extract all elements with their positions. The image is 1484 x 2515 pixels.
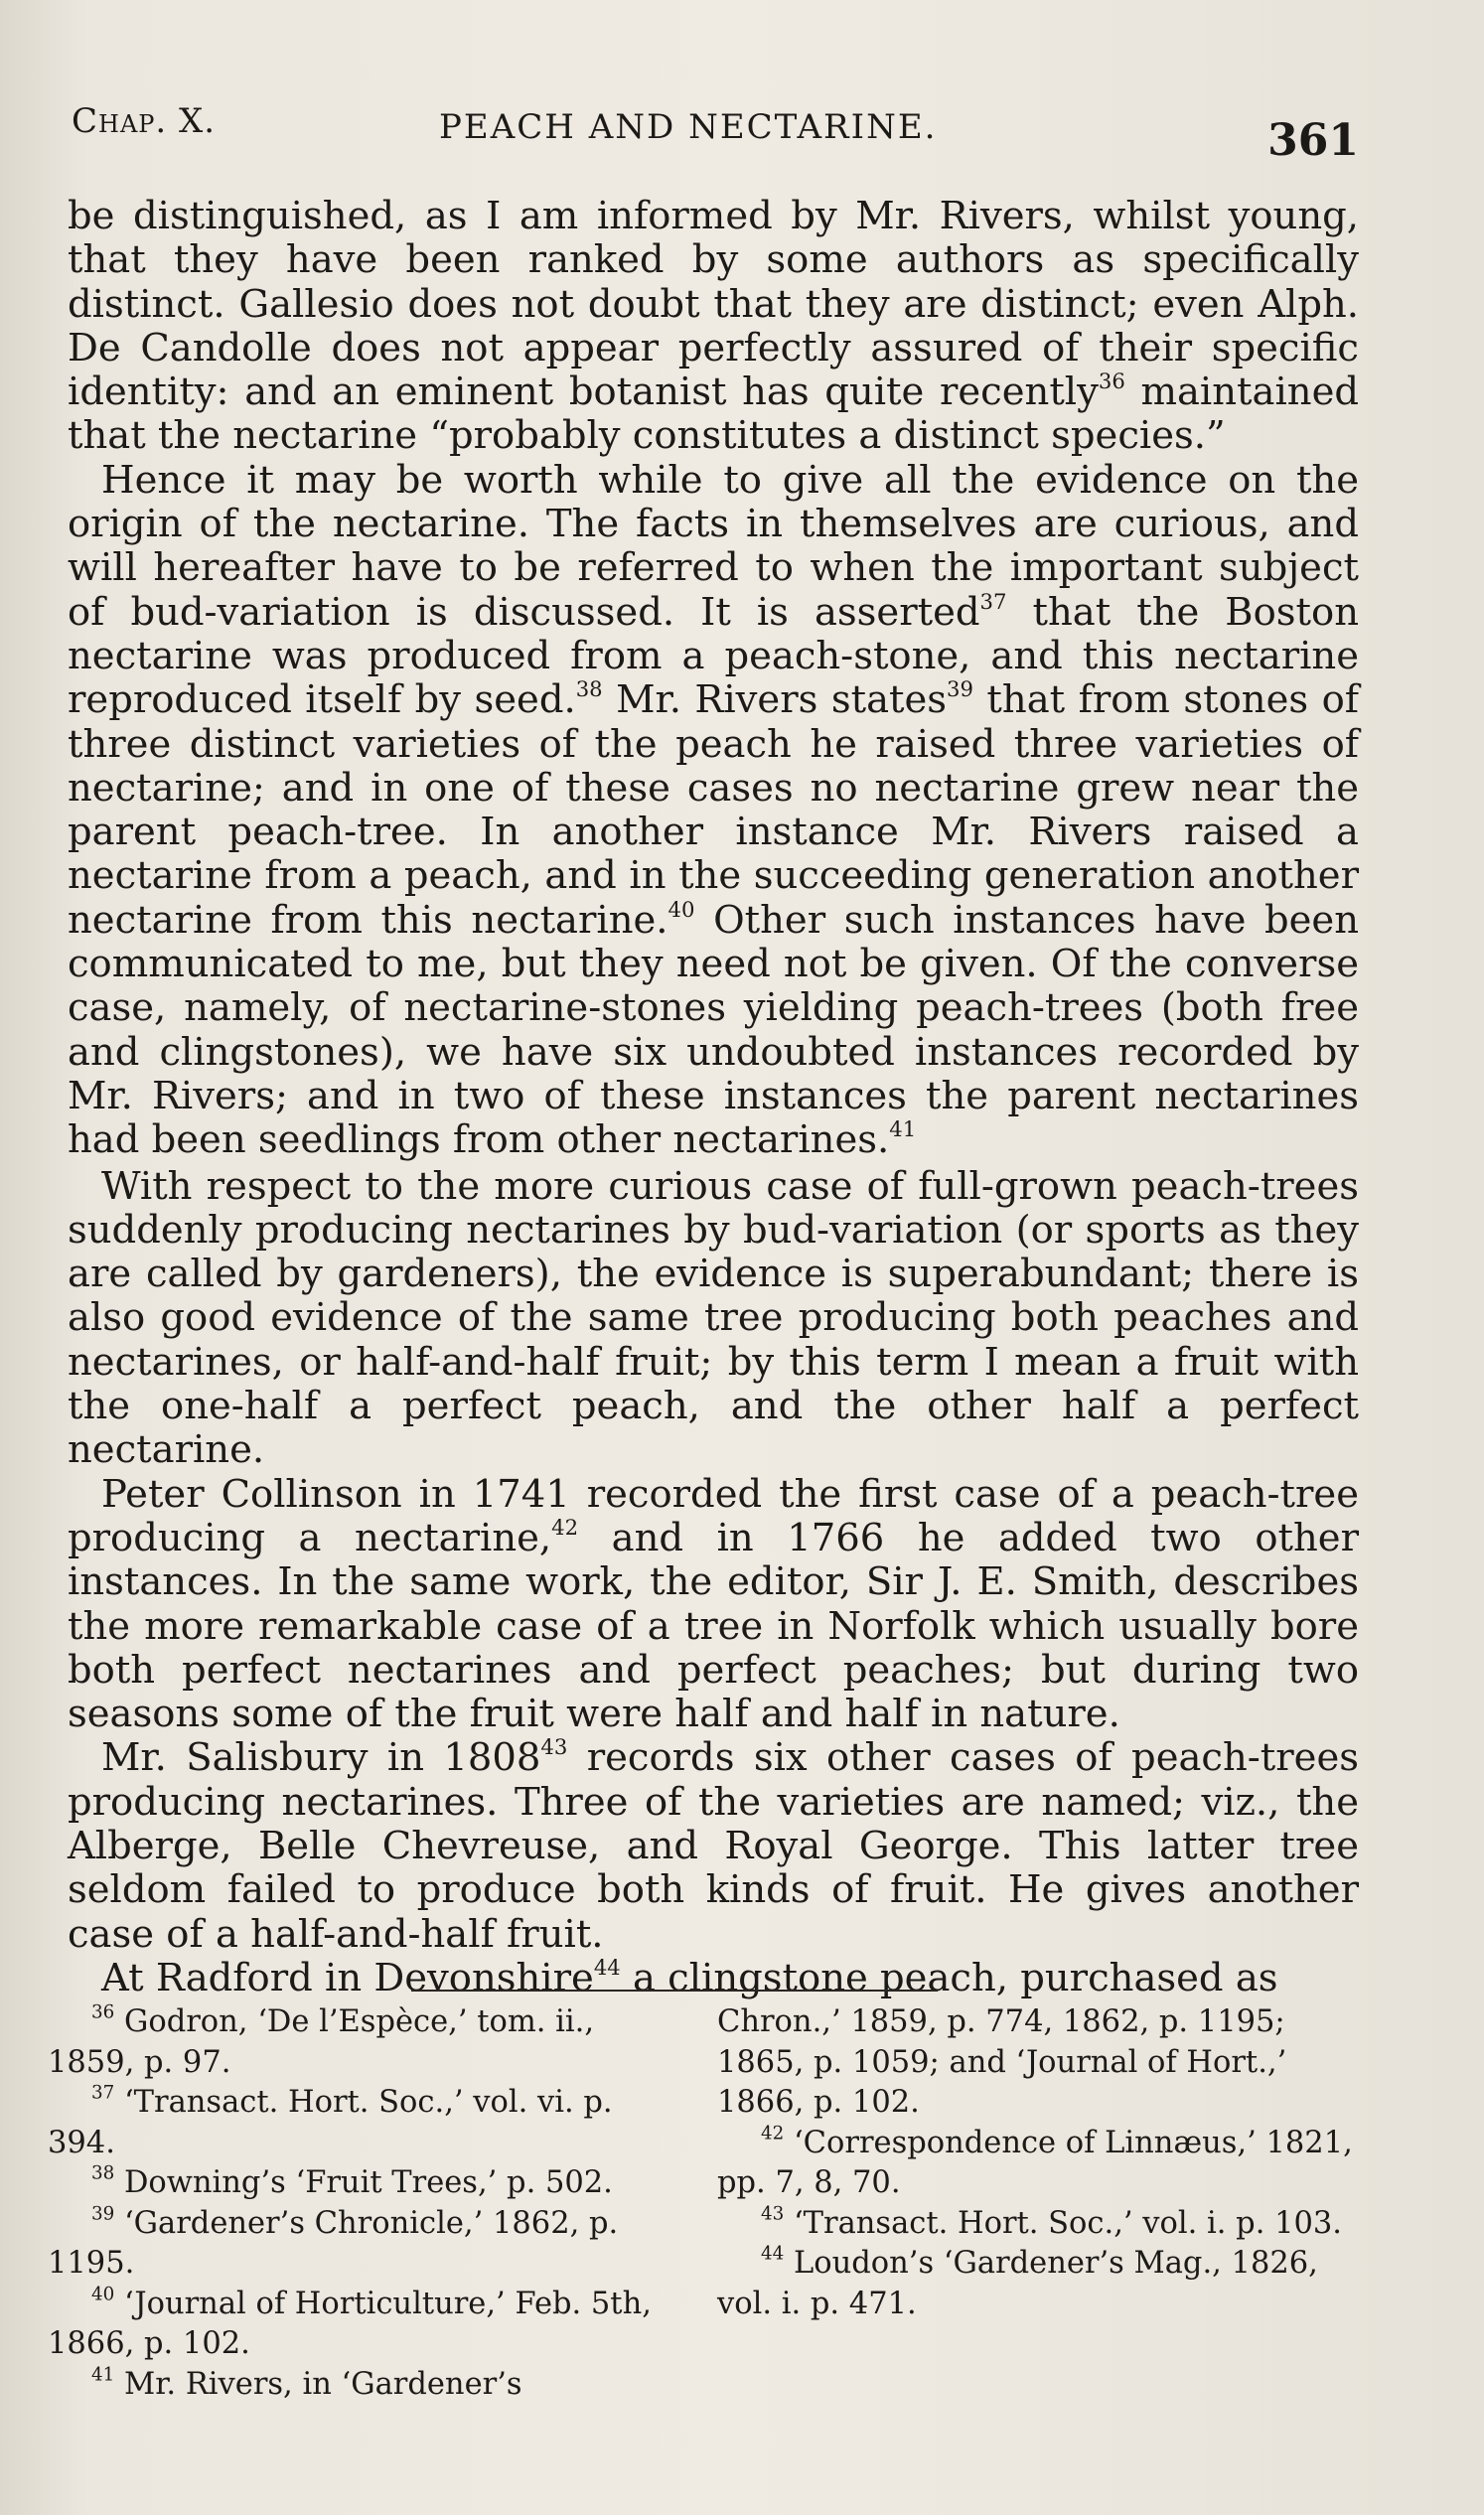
footnote-reference: 38 — [575, 676, 603, 702]
paragraph-text: Peter Collinson in 1741 recorded the first case of a peach-tree producing a nectarine, — [68, 1471, 1359, 1560]
paragraph-text: that the Boston nectarine was produced from a peach-stone, and this nectarine reproduced itself by seed. — [68, 589, 1359, 723]
footnote-text: Downing’s ‘Fruit Trees,’ p. 502. — [123, 2165, 613, 2200]
footnote-number: 41 — [91, 2363, 115, 2385]
footnote — [48, 2204, 660, 2285]
paragraph-text: records six other cases of peach-trees producing nectarines. Three of the varieties are named; viz., the Alberge, Belle Chevreuse, and Royal George. This latter tree seldom failed to produce both kinds of fruit. He gives another case of a half-and-half fruit. — [68, 1735, 1360, 1957]
footnote — [717, 2124, 1353, 2204]
chapter-label: Chap. X. — [72, 101, 217, 141]
footnote-text: Godron, ‘De l’Espèce,’ tom. ii., 1859, p. 97. — [48, 2004, 595, 2080]
paragraph-text: be distinguished, as I am informed by Mr. Rivers, whilst young, that they have been ranked by some authors as specifically distinct. Gallesio does not doubt that they are distinct; even Alph. De Candolle does not appear perfectly assured of their specific identity: and an eminent botanist has quite recently — [68, 194, 1359, 415]
footnote — [48, 2163, 660, 2204]
paragraph — [68, 195, 1359, 459]
footnote-text: ‘Gardener’s Chronicle,’ 1862, p. 1195. — [48, 2205, 619, 2281]
footnote-reference: 43 — [540, 1734, 568, 1760]
running-header — [72, 95, 1359, 175]
paragraph-text: Hence it may be worth while to give all the evidence on the origin of the nectarine. The facts in themselves are curious, and will hereafter have to be referred to when the important subject of bud-variation is discussed. It is asserted — [68, 457, 1359, 635]
paragraph — [68, 1736, 1359, 1956]
footnote-text: ‘Transact. Hort. Soc.,’ vol. vi. p. 394. — [48, 2085, 613, 2160]
footnote — [717, 2204, 1353, 2245]
paragraph-text: and in 1766 he added two other instances. In the same work, the editor, Sir J. E. Smith, describes the more remarkable case of a tree in Norfolk which usually bore both perfect nectarines and perfect peaches; but during two seasons some of the fruit were half and half in nature. — [68, 1515, 1359, 1737]
footnote-divider — [411, 1990, 938, 1992]
footnote-text: ‘Correspondence of Linnæus,’ 1821, pp. 7, 8, 70. — [717, 2125, 1353, 2200]
footnotes-left-column — [48, 2002, 660, 2405]
body-text — [68, 195, 1359, 2000]
footnote-reference: 37 — [979, 588, 1007, 614]
footnote-text: Loudon’s ‘Gardener’s Mag., 1826, vol. i. p. 471. — [717, 2246, 1318, 2321]
page-number: 361 — [1267, 115, 1359, 166]
footnote-number: 37 — [91, 2082, 115, 2104]
footnote-reference: 39 — [947, 676, 973, 702]
footnote-text: Chron.,’ 1859, p. 774, 1862, p. 1195; 1865, p. 1059; and ‘Journal of Hort.,’ 1866, p. 102. — [717, 2004, 1287, 2120]
footnote-number: 39 — [91, 2202, 115, 2224]
running-title: PEACH AND NECTARINE. — [439, 107, 938, 147]
footnote-number: 43 — [761, 2202, 785, 2224]
footnote-text: ‘Transact. Hort. Soc.,’ vol. i. p. 103. — [793, 2205, 1342, 2241]
footnote — [717, 2244, 1353, 2324]
footnote-reference: 44 — [593, 1955, 621, 1980]
paragraph — [68, 1473, 1359, 1737]
footnote-reference: 36 — [1098, 369, 1125, 394]
paragraph — [68, 459, 1359, 1163]
footnotes-right-column — [717, 2002, 1353, 2324]
footnote-number: 38 — [91, 2162, 115, 2184]
footnote — [48, 2083, 660, 2163]
footnote — [48, 2365, 660, 2406]
footnote-continuation — [717, 2002, 1353, 2124]
paragraph-text: Mr. Rivers states — [602, 677, 948, 723]
footnote-text: Mr. Rivers, in ‘Gardener’s — [123, 2366, 522, 2402]
paragraph-text: With respect to the more curious case of full-grown peach-trees suddenly producing nectarines by bud-variation (or sports as they are called by gardeners), the evidence is superabundant; there is also good evidence of the same tree producing both peaches and nectarines, or half-and-half fruit; by this term I mean a fruit with the one-half a perfect peach, and the other half a perfect nectarine. — [68, 1163, 1359, 1473]
footnote-text: ‘Journal of Horticulture,’ Feb. 5th, 1866, p. 102. — [48, 2286, 652, 2361]
footnote-number: 40 — [91, 2283, 115, 2304]
footnote — [48, 2002, 660, 2083]
footnote-number: 44 — [761, 2243, 785, 2265]
footnote-reference: 40 — [668, 896, 695, 922]
paragraph-text: maintained that the nectarine “probably constitutes a distinct species.” — [68, 370, 1359, 459]
paragraph-text: a clingstone peach, purchased as — [620, 1955, 1278, 2000]
footnote — [48, 2285, 660, 2365]
paragraph — [68, 1957, 1359, 2000]
paragraph-text: Mr. Salisbury in 1808 — [101, 1735, 541, 1781]
paragraph-text: At Radford in Devonshire — [101, 1955, 594, 2000]
paragraph — [68, 1165, 1359, 1473]
footnote-number: 36 — [91, 2001, 115, 2023]
footnote-number: 42 — [761, 2122, 785, 2144]
footnote-reference: 41 — [889, 1116, 917, 1142]
footnote-reference: 42 — [551, 1515, 579, 1541]
paragraph-text: that from stones of three distinct varieties of the peach he raised three varieties of nectarine; and in one of these cases no nectarine grew near the parent peach-tree. In another instance Mr. Rivers raised a nectarine from a peach, and in the succeeding generation another nectarine from this nectarine. — [68, 677, 1359, 943]
paragraph-text: Other such instances have been communicated to me, but they need not be given. Of the converse case, namely, of nectarine-stones yielding peach-trees (both free and clingstones), we have six undoubted instances recorded by Mr. Rivers; and in two of these instances the parent nectarines had been seedlings from other nectarines. — [68, 897, 1359, 1163]
